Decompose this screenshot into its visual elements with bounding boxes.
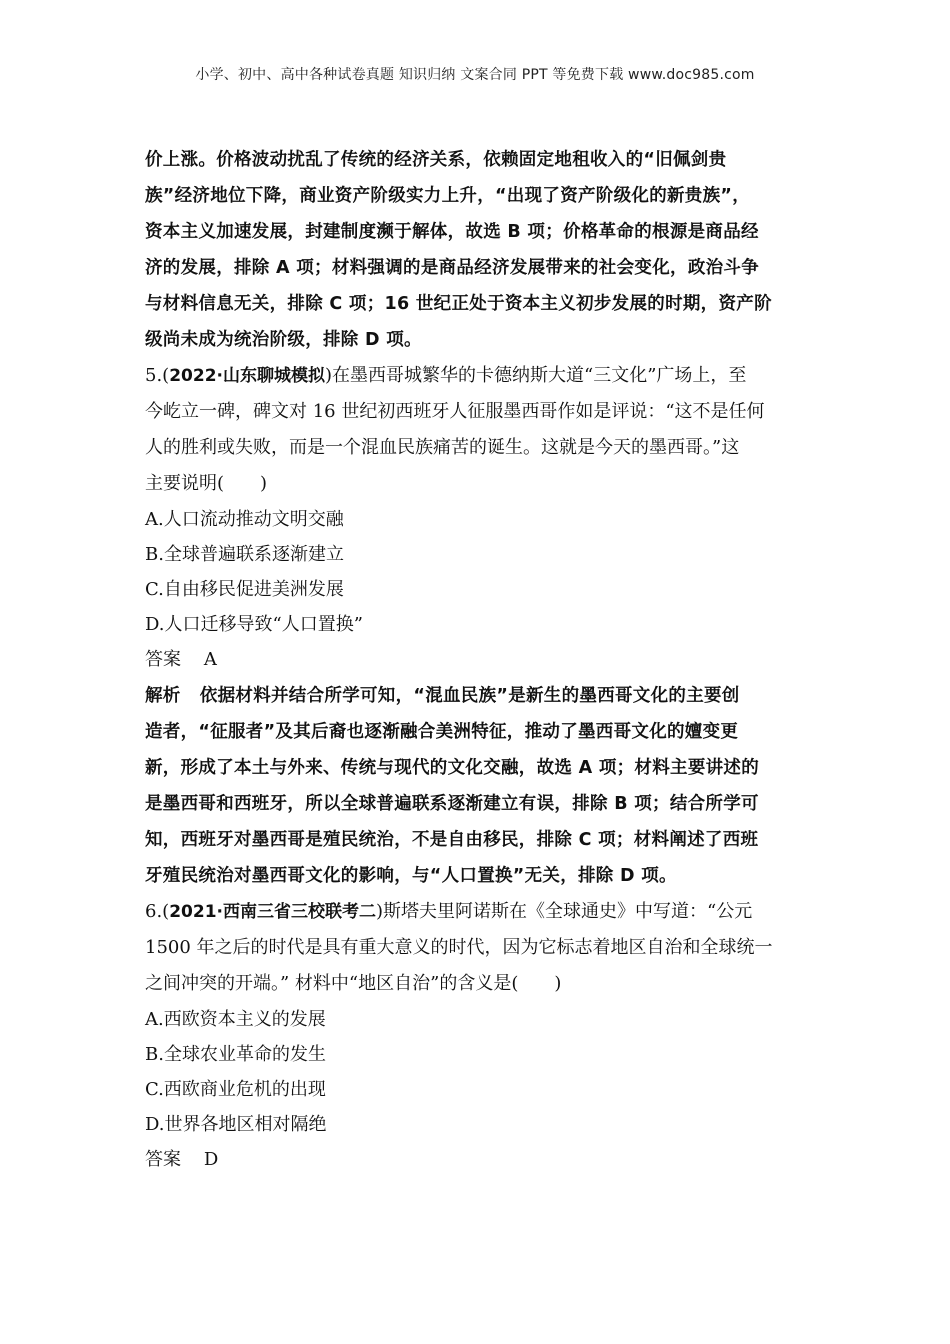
option-c: C.自由移民促进美洲发展 [145, 579, 344, 600]
question-stem-line: 之间冲突的开端。” 材料中“地区自治”的含义是( ) [145, 973, 562, 994]
question-stem-text: 在墨西哥城繁华的卡德纳斯大道“三文化”广场上，至 [332, 365, 747, 386]
question-number: 6.( [145, 901, 170, 922]
question-stem-text: 斯塔夫里阿诺斯在《全球通史》中写道：“公元 [383, 901, 753, 922]
question-stem-line: 1500 年之后的时代是具有重大意义的时代，因为它标志着地区自治和全球统一 [145, 937, 773, 958]
analysis-label: 解析 [145, 686, 181, 706]
analysis-line: 新，形成了本土与外来、传统与现代的文化交融，故选 A 项；材料主要讲述的 [145, 758, 760, 778]
question-source-close: ) [375, 901, 384, 922]
option-b: B.全球普遍联系逐渐建立 [145, 544, 344, 565]
question-stem-line: 人的胜利或失败，而是一个混血民族痛苦的诞生。这就是今天的墨西哥。”这 [145, 437, 740, 458]
page-header: 小学、初中、高中各种试卷真题 知识归纳 文案合同 PPT 等免费下载 www.doc985.com [195, 67, 755, 83]
analysis-line: 族”经济地位下降，商业资产阶级实力上升，“出现了资产阶级化的新贵族”， [145, 186, 751, 206]
option-a: A.人口流动推动文明交融 [145, 509, 344, 530]
analysis-line: 与材料信息无关，排除 C 项；16 世纪正处于资本主义初步发展的时期，资产阶 [145, 294, 772, 314]
analysis-line: 济的发展，排除 A 项；材料强调的是商品经济发展带来的社会变化，政治斗争 [145, 258, 760, 278]
question-source: 2021·西南三省三校联考二 [169, 902, 376, 922]
analysis-line: 级尚未成为统治阶级，排除 D 项。 [145, 330, 422, 350]
analysis-line: 知，西班牙对墨西哥是殖民统治，不是自由移民，排除 C 项；材料阐述了西班 [145, 830, 759, 850]
answer-label: 答案 [145, 649, 181, 670]
analysis-line: 是墨西哥和西班牙，所以全球普遍联系逐渐建立有误，排除 B 项；结合所学可 [145, 794, 759, 814]
answer-label: 答案 [145, 1149, 181, 1170]
question-source-close: ) [324, 365, 333, 386]
question-source: 2022·山东聊城模拟 [169, 366, 325, 386]
option-b: B.全球农业革命的发生 [145, 1044, 326, 1065]
option-d: D.人口迁移导致“人口置换” [145, 614, 363, 635]
answer-line [145, 642, 810, 678]
option-c: C.西欧商业危机的出现 [145, 1079, 326, 1100]
analysis-line: 资本主义加速发展，封建制度濒于解体，故选 B 项；价格革命的根源是商品经 [145, 222, 759, 242]
question-stem-line: 今屹立一碑，碑文对 16 世纪初西班牙人征服墨西哥作如是评说：“这不是任何 [145, 401, 765, 422]
analysis-line: 价上涨。价格波动扰乱了传统的经济关系，依赖固定地租收入的“旧佩剑贵 [145, 150, 727, 170]
question-stem-first-line [145, 358, 810, 394]
previous-analysis [145, 142, 810, 358]
analysis-text: 依据材料并结合所学可知，“混血民族”是新生的墨西哥文化的主要创 [199, 686, 740, 706]
question-5 [145, 358, 810, 894]
answer-line [145, 1142, 810, 1178]
question-6 [145, 894, 810, 1178]
question-number: 5.( [145, 365, 170, 386]
analysis-first-line [145, 678, 810, 714]
question-stem-first-line [145, 894, 810, 930]
question-stem-line: 主要说明( ) [145, 473, 268, 494]
answer-value: A [203, 649, 217, 670]
option-d: D.世界各地区相对隔绝 [145, 1114, 327, 1135]
option-a: A.西欧资本主义的发展 [145, 1009, 326, 1030]
analysis-line: 造者，“征服者”及其后裔也逐渐融合美洲特征，推动了墨西哥文化的嬗变更 [145, 722, 739, 742]
answer-value: D [203, 1149, 219, 1170]
document-body [145, 142, 810, 1178]
analysis-line: 牙殖民统治对墨西哥文化的影响，与“人口置换”无关，排除 D 项。 [145, 866, 677, 886]
